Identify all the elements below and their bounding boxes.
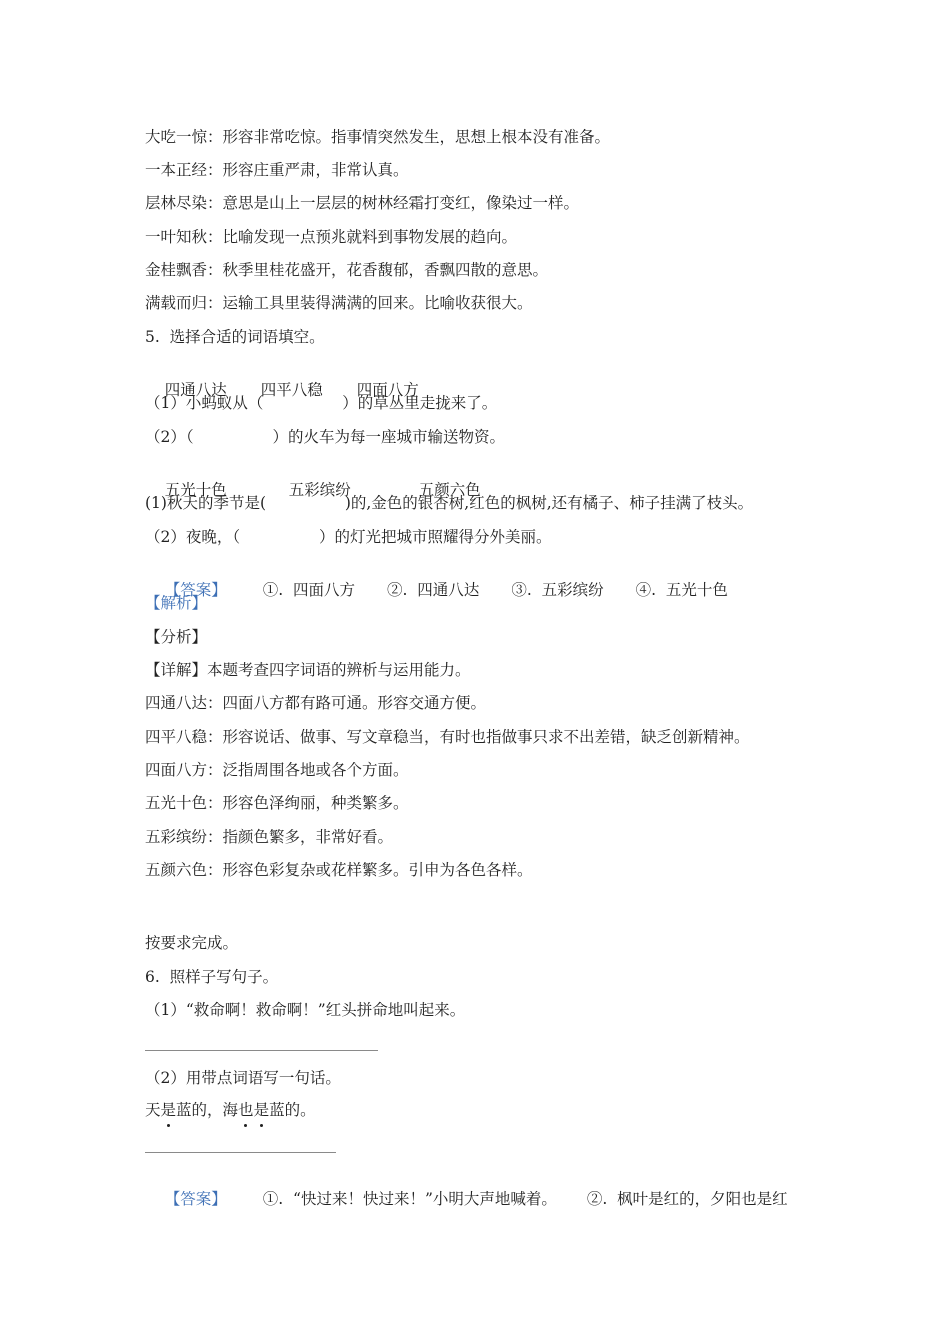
explanation-line: 四面八方：泛指周围各地或各个方面。 (145, 761, 409, 779)
q6-item-1: （1）“救命啊！救命啊！”红头拼命地叫起来。 (145, 1001, 466, 1019)
detail-line: 【详解】本题考查四字词语的辨析与运用能力。 (145, 661, 471, 679)
word-choice: 五颜六色 (418, 481, 481, 499)
q6-item-2: （2）用带点词语写一句话。 (145, 1069, 341, 1087)
section-title: 按要求完成。 (145, 934, 239, 952)
explanation-line: 四平八稳：形容说话、做事、写文章稳当，有时也指做事只求不出差错，缺乏创新精神。 (145, 728, 750, 746)
definition-line: 金桂飘香：秋季里桂花盛开，花香馥郁，香飘四散的意思。 (145, 261, 549, 279)
answer-row (145, 560, 728, 620)
fill-blank-item: （2）夜晚，（ ）的灯光把城市照耀得分外美丽。 (145, 528, 552, 546)
dotted-word: 是 (160, 1101, 177, 1119)
q6-answer-row (145, 1169, 788, 1229)
definition-line: 满载而归：运输工具里装得满满的回来。比喻收获很大。 (145, 294, 533, 312)
answer-item: ③. 五彩缤纷 (511, 581, 604, 599)
answer-blank-line (145, 1050, 378, 1051)
word-choice: 四通八达 (164, 381, 227, 399)
answer-label: 【答案】 (164, 1190, 227, 1208)
answer-item: ④. 五光十色 (635, 581, 728, 599)
fill-blank-item: (1)秋天的季节是( )的,金色的银杏树,红色的枫树,还有橘子、柿子挂满了枝头。 (145, 494, 754, 512)
answer-item: ②. 枫叶是红的，夕阳也是红 (586, 1190, 788, 1208)
explanation-line: 四通八达：四面八方都有路可通。形容交通方便。 (145, 694, 487, 712)
definition-line: 大吃一惊：形容非常吃惊。指事情突然发生，思想上根本没有准备。 (145, 128, 611, 146)
example-sentence: 天是蓝的，海也是蓝的。 (145, 1101, 316, 1119)
explanation-line: 五光十色：形容色泽绚丽，种类繁多。 (145, 794, 409, 812)
answer-item: ②. 四通八达 (387, 581, 480, 599)
fill-blank-item: （2）（ ）的火车为每一座城市输送物资。 (145, 428, 505, 446)
word-choice: 四平八稳 (260, 381, 323, 399)
question-6-title: 6. 照样子写句子。 (145, 968, 279, 986)
fill-blank-item: （1）小蚂蚁从（ ）的草丛里走拢来了。 (145, 394, 498, 412)
definition-line: 一叶知秋：比喻发现一点预兆就料到事物发展的趋向。 (145, 228, 518, 246)
explanation-line: 五彩缤纷：指颜色繁多，非常好看。 (145, 828, 394, 846)
analysis-label: 【解析】 (145, 594, 208, 612)
word-choice: 五光十色 (164, 481, 227, 499)
question-5-title: 5. 选择合适的词语填空。 (145, 328, 325, 346)
definition-line: 层林尽染：意思是山上一层层的树林经霜打变红，像染过一样。 (145, 194, 580, 212)
word-choice: 五彩缤纷 (288, 481, 351, 499)
answer-item: ①. 四面八方 (262, 581, 356, 599)
fenxi-label: 【分析】 (145, 628, 208, 646)
dotted-word: 也 (238, 1101, 254, 1119)
answer-label: 【答案】 (164, 581, 227, 599)
answer-item: ①. “快过来！快过来！”小明大声地喊着。 (262, 1190, 557, 1208)
explanation-line: 五颜六色：形容色彩复杂或花样繁多。引申为各色各样。 (145, 861, 533, 879)
dotted-word: 是 (253, 1101, 270, 1119)
answer-blank-line (145, 1152, 336, 1153)
word-choice: 四面八方 (356, 381, 419, 399)
definition-line: 一本正经：形容庄重严肃，非常认真。 (145, 161, 409, 179)
